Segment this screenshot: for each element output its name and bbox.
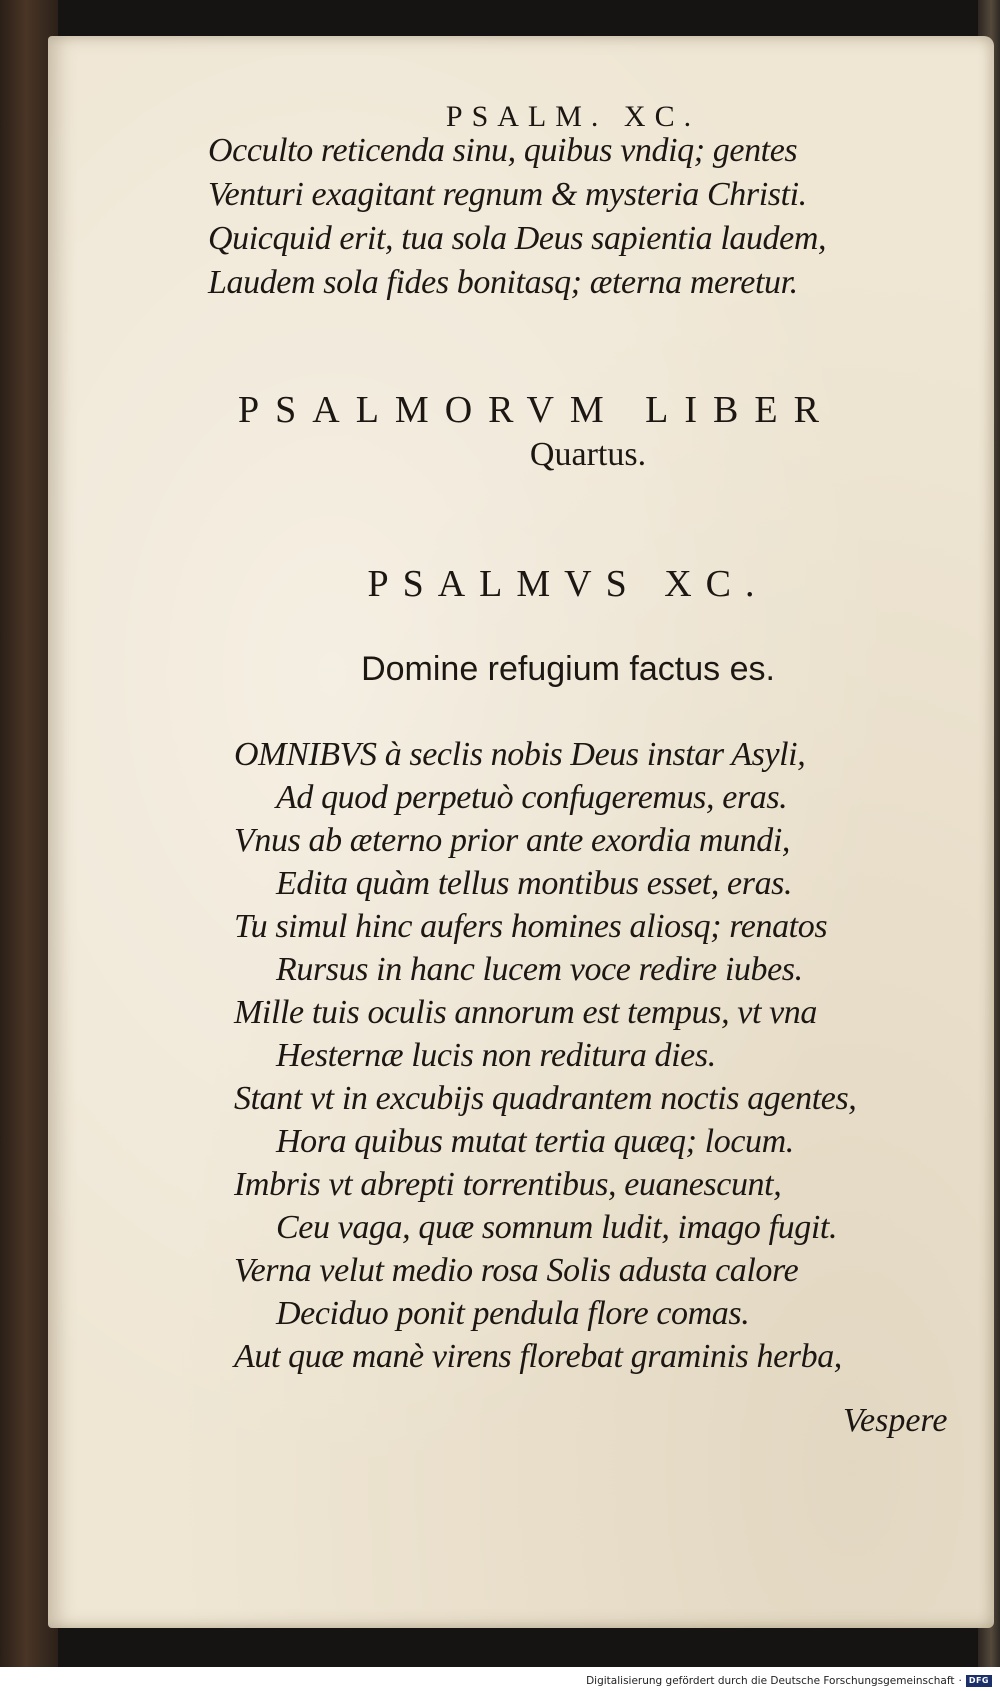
psalm-verse-line: Deciduo ponit pendula flore comas. [276,1295,750,1332]
psalm-verse-line: Imbris vt abrepti torrentibus, euanescunt, [234,1166,782,1203]
page-text-layer [48,36,994,1628]
psalm-verse-line: Tu simul hinc aufers homines aliosq; renatos [234,908,828,945]
psalm-verse-line: OMNIBVS à seclis nobis Deus instar Asyli, [234,736,806,773]
digitization-credit: Digitalisierung gefördert durch die Deutsche Forschungsgemeinschaft · DFG [586,1673,992,1689]
psalm-verse-line: Edita quàm tellus montibus esset, eras. [276,865,793,902]
psalm-heading: PSALMVS XC. [367,563,769,605]
psalm-verse-line: Rursus in hanc lucem voce redire iubes. [276,951,803,988]
catchword: Vespere [843,1402,948,1439]
psalm-verse-line: Ceu vaga, quæ somnum ludit, imago fugit. [276,1209,838,1246]
psalm-verse-line: Aut quæ manè virens florebat graminis herba, [234,1338,842,1375]
psalm-verse-line: Ad quod perpetuò confugeremus, eras. [276,779,788,816]
book-title: PSALMORVM LIBER [238,389,835,431]
dfg-logo-icon: DFG [966,1675,992,1687]
footer-credit-text: Digitalisierung gefördert durch die Deutsche Forschungsgemeinschaft [586,1675,955,1687]
psalm-verse-line: Stant vt in excubijs quadrantem noctis agentes, [234,1080,857,1117]
top-verse-line: Laudem sola fides bonitasq; æterna meretur. [208,264,798,301]
psalm-verse-line: Verna velut medio rosa Solis adusta calore [234,1252,799,1289]
psalm-verse-line: Hora quibus mutat tertia quæq; locum. [276,1123,794,1160]
running-head: PSALM. XC. [445,100,701,133]
book-page [48,36,994,1628]
top-verse-line: Occulto reticenda sinu, quibus vndiq; gentes [208,132,798,169]
book-subtitle: Quartus. [529,436,647,473]
top-verse-line: Venturi exagitant regnum & mysteria Christi. [208,176,807,213]
psalm-verse-line: Vnus ab æterno prior ante exordia mundi, [234,822,790,859]
top-verse-line: Quicquid erit, tua sola Deus sapientia laudem, [208,220,827,257]
psalm-verse-line: Hesternæ lucis non reditura dies. [276,1037,716,1074]
psalm-incipit: Domine refugium factus es. [361,650,775,688]
psalm-verse-line: Mille tuis oculis annorum est tempus, vt vna [234,994,817,1031]
